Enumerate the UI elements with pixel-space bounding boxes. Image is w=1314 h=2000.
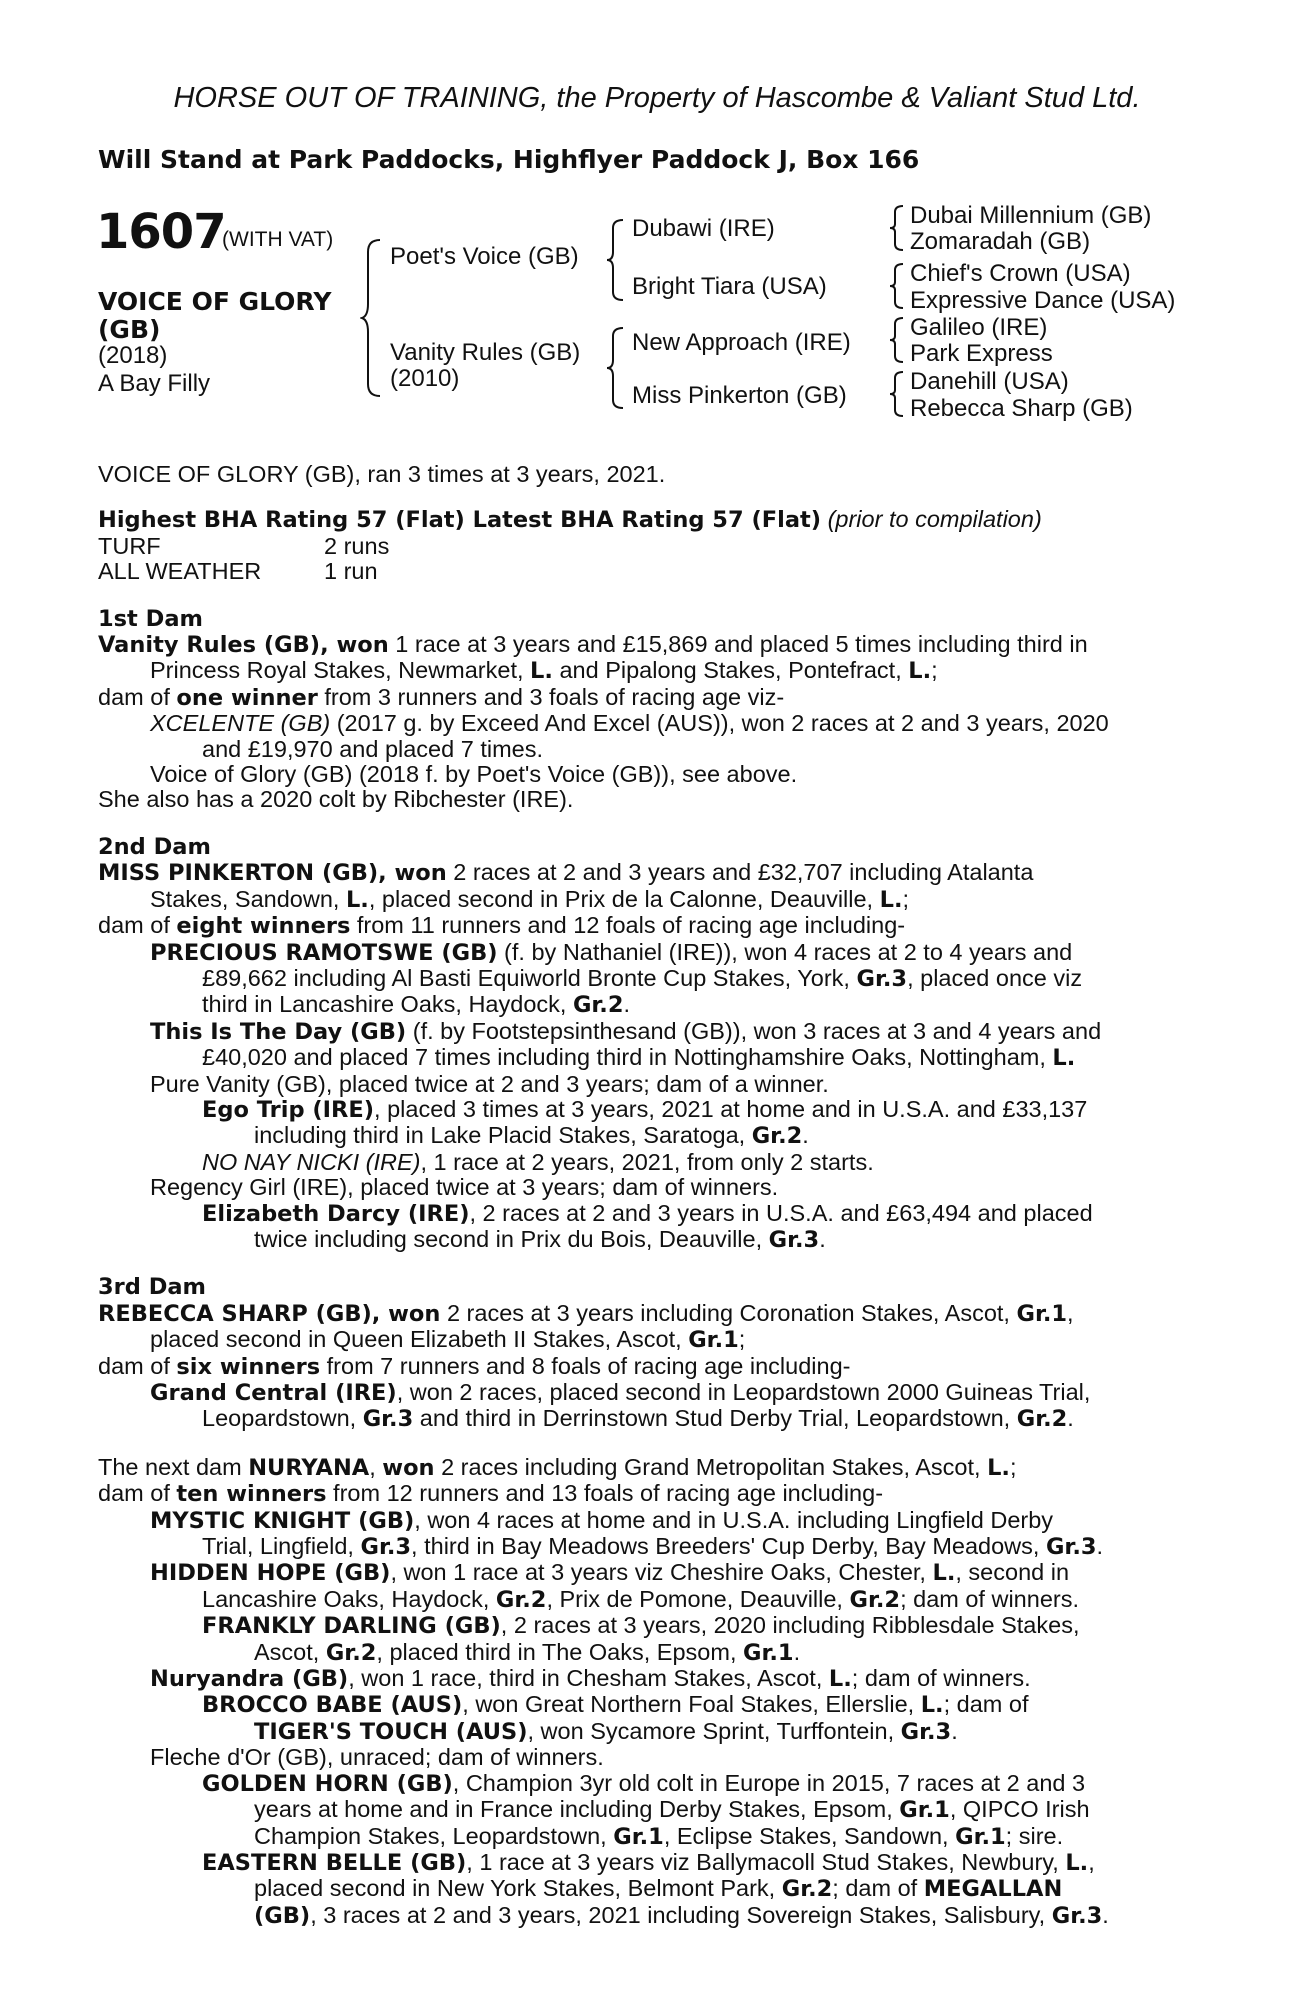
- second-dam-heading: 2nd Dam: [98, 833, 211, 860]
- grade: Gr.1: [1016, 1300, 1068, 1327]
- pedigree-sdd: Expressive Dance (USA): [910, 287, 1176, 314]
- t: .: [951, 1717, 958, 1744]
- pedigree-dam: Vanity Rules (GB): [390, 339, 581, 366]
- grade: Gr.2: [572, 992, 624, 1019]
- pedigree-sire: Poet's Voice (GB): [390, 243, 579, 270]
- offspring-regency-girl: Regency Girl (IRE), placed twice at 3 years; dam of winners.: [150, 1174, 779, 1201]
- offspring-ego-trip: [98, 1097, 1208, 1123]
- offspring-name: HIDDEN HOPE (GB): [150, 1560, 391, 1587]
- offspring-name: EASTERN BELLE (GB): [202, 1849, 467, 1876]
- second-dam-line1: [98, 860, 1208, 886]
- t: .: [819, 1225, 826, 1252]
- offspring-name: Ego Trip (IRE): [202, 1096, 375, 1123]
- t: £89,662 including Al Basti Equiworld Bronte Cup Stakes, York,: [202, 964, 857, 991]
- turf-value: 2 runs: [324, 532, 390, 559]
- t: ;: [738, 1326, 746, 1353]
- offspring-no-nay-nicki: [98, 1150, 1208, 1175]
- offspring-name: Grand Central (IRE): [150, 1380, 397, 1406]
- horse-name-line2: (GB): [98, 315, 161, 344]
- offspring-eastern-belle: [98, 1850, 1208, 1876]
- offspring-precious-ramotswe-2: [98, 966, 1208, 992]
- winners-count: six winners: [176, 1353, 321, 1380]
- t: Princess Royal Stakes, Newmarket,: [150, 657, 531, 684]
- offspring-voice-of-glory: Voice of Glory (GB) (2018 f. by Poet's Voice (GB)), see above.: [150, 761, 798, 788]
- pedigree-ddd: Rebecca Sharp (GB): [910, 395, 1133, 422]
- t: Leopardstown,: [202, 1405, 363, 1432]
- third-dam-name: REBECCA SHARP (GB), won: [98, 1300, 441, 1327]
- t: The next dam: [98, 1453, 249, 1480]
- pedigree-dam-dam: Miss Pinkerton (GB): [632, 382, 847, 409]
- t: ; sire.: [1005, 1822, 1064, 1849]
- rating-text: Highest BHA Rating 57 (Flat) Latest BHA Rating 57 (Flat): [98, 507, 822, 534]
- offspring-name: PRECIOUS RAMOTSWE (GB): [150, 939, 498, 966]
- offspring-xcelente: [98, 711, 1208, 736]
- pedigree-brace-ds: [888, 316, 906, 364]
- t: ; dam of: [943, 1691, 1029, 1718]
- grade: Gr.3: [362, 1406, 414, 1433]
- t: , 3 races at 2 and 3 years, 2021 including Sovereign Stakes, Salisbury,: [310, 1901, 1052, 1928]
- t: from 7 runners and 8 foals of racing age including-: [320, 1352, 851, 1379]
- t: ,: [1067, 1299, 1074, 1326]
- t: dam of: [98, 1480, 177, 1507]
- third-dam-line3: [98, 1354, 1208, 1380]
- offspring-name: Nuryandra (GB): [150, 1666, 349, 1693]
- rating-note: (prior to compilation): [827, 506, 1042, 533]
- t: , QIPCO Irish: [949, 1796, 1090, 1823]
- pedigree-brace-main: [360, 238, 384, 398]
- pedigree-dds: Danehill (USA): [910, 368, 1069, 395]
- grade: Gr.3: [900, 1718, 952, 1745]
- grade: Gr.1: [688, 1327, 739, 1354]
- t: (GB): [254, 1902, 311, 1929]
- turf-label: TURF: [98, 532, 161, 559]
- offspring-precious-ramotswe-3: [98, 992, 1208, 1018]
- second-dam-name: MISS PINKERTON (GB), won: [98, 860, 447, 887]
- t: , Prix de Pomone, Deauville,: [546, 1585, 850, 1612]
- t: dam of: [98, 912, 177, 939]
- t: , 2 races at 2 and 3 years in U.S.A. and £63,494 and placed: [469, 1199, 1093, 1226]
- t: , placed once viz: [907, 964, 1083, 991]
- grade: Gr.1: [613, 1823, 664, 1850]
- t: .: [1102, 1901, 1109, 1928]
- offspring-name: BROCCO BABE (AUS): [202, 1692, 463, 1719]
- t: .: [802, 1122, 809, 1149]
- t: , won Sycamore Sprint, Turffontein,: [527, 1717, 901, 1744]
- grade: L.: [932, 1560, 956, 1587]
- first-dam-heading: 1st Dam: [98, 605, 203, 632]
- offspring-fleche-dor: Fleche d'Or (GB), unraced; dam of winners.: [150, 1744, 604, 1771]
- pedigree-dam-year: (2010): [390, 365, 460, 392]
- pedigree-sss: Dubai Millennium (GB): [910, 202, 1152, 229]
- grade: Gr.2: [781, 1876, 833, 1903]
- winners-count: ten winners: [176, 1481, 327, 1508]
- pedigree-dss: Galileo (IRE): [910, 314, 1048, 341]
- t: 2 races at 2 and 3 years and £32,707 including Atalanta: [446, 859, 1034, 886]
- grade: Gr.2: [495, 1586, 547, 1613]
- offspring-name: FRANKLY DARLING (GB): [202, 1613, 501, 1640]
- grade: Gr.1: [899, 1797, 950, 1824]
- pedigree-dsd: Park Express: [910, 340, 1053, 367]
- t: .: [793, 1638, 801, 1665]
- first-dam-text: 1 race at 3 years and £15,869 and placed 5 times including third in: [388, 631, 1088, 658]
- t: .: [1067, 1405, 1074, 1432]
- t: , placed third in The Oaks, Epsom,: [376, 1638, 744, 1665]
- offspring-elizabeth-darcy-2: [98, 1227, 1208, 1253]
- offspring-precious-ramotswe: [98, 940, 1208, 966]
- t: , won 4 races at home and in U.S.A. including Lingfield Derby: [414, 1506, 1054, 1533]
- offspring-ego-trip-2: [98, 1123, 1208, 1149]
- first-dam-line3: [98, 685, 1208, 711]
- offspring-golden-horn: [98, 1771, 1208, 1797]
- third-dam-line1: [98, 1301, 1208, 1327]
- offspring-grand-central-2: [98, 1406, 1208, 1432]
- t: , Champion 3yr old colt in Europe in 2015, 7 races at 2 and 3: [452, 1769, 1086, 1796]
- t: 2 races including Grand Metropolitan Stakes, Ascot,: [434, 1453, 988, 1480]
- t: , 1 race at 2 years, 2021, from only 2 starts.: [420, 1148, 874, 1175]
- pedigree-ssd: Zomaradah (GB): [910, 228, 1091, 255]
- grade: L.: [1065, 1849, 1089, 1876]
- lot-number: 1607: [96, 204, 226, 260]
- offspring-golden-horn-3: [98, 1824, 1208, 1850]
- grade: Gr.2: [751, 1123, 803, 1150]
- grade: L.: [879, 886, 903, 913]
- t: , placed second in Prix de la Calonne, Deauville,: [368, 885, 880, 912]
- t: ;: [931, 657, 938, 684]
- t: , placed 3 times at 3 years, 2021 at home and in U.S.A. and £33,137: [374, 1095, 1088, 1122]
- offspring-name: XCELENTE (GB): [150, 710, 331, 737]
- offspring-hidden-hope-2: [98, 1587, 1208, 1613]
- offspring-this-is-the-day-2: [98, 1045, 1208, 1071]
- all-weather-row: [98, 559, 1208, 584]
- t: Trial, Lingfield,: [202, 1533, 361, 1560]
- first-dam-name: Vanity Rules (GB), won: [98, 632, 389, 659]
- third-dam-heading: 3rd Dam: [98, 1274, 206, 1301]
- next-dam-name: NURYANA: [248, 1454, 370, 1481]
- offspring-name: This Is The Day (GB): [150, 1018, 407, 1045]
- winners-count: eight winners: [176, 913, 351, 940]
- offspring-this-is-the-day: [98, 1019, 1208, 1045]
- t: (f. by Nathaniel (IRE)), won 4 races at 2 to 4 years and: [497, 938, 1073, 965]
- t: Champion Stakes, Leopardstown,: [254, 1822, 614, 1849]
- t: ; dam of winners.: [851, 1665, 1031, 1692]
- t: dam of: [98, 1352, 177, 1379]
- t: , 1 race at 3 years viz Ballymacoll Stud Stakes, Newbury,: [466, 1848, 1066, 1875]
- third-dam-line2: [98, 1327, 1208, 1353]
- offspring-name: GOLDEN HORN (GB): [202, 1770, 453, 1797]
- offspring-frankly-darling-2: [98, 1640, 1208, 1666]
- pedigree-dam-sire: New Approach (IRE): [632, 329, 851, 356]
- pedigree-brace-dd: [888, 370, 906, 418]
- offspring-brocco-babe: [98, 1692, 1208, 1718]
- t: dam of: [98, 683, 177, 710]
- t: 2 races at 3 years including Coronation Stakes, Ascot,: [440, 1299, 1017, 1326]
- t: (f. by Footstepsinthesand (GB)), won 3 races at 3 and 4 years and: [406, 1017, 1102, 1044]
- offspring-name: TIGER'S TOUCH (AUS): [254, 1718, 528, 1745]
- t: ,: [1088, 1848, 1095, 1875]
- offspring-hidden-hope: [98, 1560, 1208, 1586]
- second-dam-line3: [98, 913, 1208, 939]
- pedigree-brace-ss: [888, 204, 906, 252]
- t: £40,020 and placed 7 times including third in Nottinghamshire Oaks, Nottingham,: [202, 1044, 1053, 1071]
- winners-count: one winner: [176, 684, 318, 711]
- t: third in Lancashire Oaks, Haydock,: [202, 991, 573, 1018]
- t: years at home and in France including Derby Stakes, Epsom,: [254, 1796, 900, 1823]
- grade: Gr.3: [360, 1534, 412, 1561]
- grade: Gr.1: [955, 1823, 1006, 1850]
- race-summary: VOICE OF GLORY (GB), ran 3 times at 3 years, 2021.: [98, 461, 666, 487]
- horse-name: [98, 288, 331, 344]
- vat-note: (WITH VAT): [222, 228, 334, 251]
- offspring-tigers-touch: [98, 1719, 1208, 1745]
- first-dam-line2: [98, 658, 1208, 684]
- turf-row: [98, 534, 1208, 559]
- t: and Pipalong Stakes, Pontefract,: [552, 657, 909, 684]
- grade: L.: [920, 1692, 944, 1719]
- t: , won 2 races, placed second in Leopardstown 2000 Guineas Trial,: [396, 1379, 1091, 1405]
- grade: L.: [1052, 1045, 1076, 1072]
- grade: Gr.3: [768, 1226, 820, 1253]
- horse-description: A Bay Filly: [98, 370, 211, 397]
- grade: Gr.2: [1016, 1406, 1068, 1433]
- offspring-name: NO NAY NICKI (IRE): [202, 1148, 421, 1175]
- t: , second in: [955, 1559, 1070, 1586]
- horse-name-line1: VOICE OF GLORY: [98, 287, 332, 316]
- t: ;: [1009, 1453, 1017, 1480]
- t: Lancashire Oaks, Haydock,: [202, 1585, 496, 1612]
- horse-year: (2018): [98, 342, 168, 369]
- t: twice including second in Prix du Bois, Deauville,: [254, 1225, 769, 1252]
- t: placed second in New York Stakes, Belmont Park,: [254, 1875, 782, 1902]
- t: from 12 runners and 13 foals of racing age including-: [326, 1480, 884, 1507]
- grade: L.: [828, 1666, 852, 1693]
- offspring-mystic-knight-2: [98, 1534, 1208, 1560]
- t: ; dam of: [832, 1875, 924, 1902]
- pedigree-brace-sd: [888, 262, 906, 310]
- offspring-xcelente-cont: and £19,970 and placed 7 times.: [202, 735, 544, 762]
- offspring-eastern-belle-3: [98, 1903, 1208, 1929]
- grade: L.: [530, 658, 553, 685]
- t: , won 1 race at 3 years viz Cheshire Oaks, Chester,: [390, 1559, 933, 1586]
- t: , Eclipse Stakes, Sandown,: [663, 1822, 956, 1849]
- offspring-frankly-darling: [98, 1613, 1208, 1639]
- stand-location: Will Stand at Park Paddocks, Highflyer Paddock J, Box 166: [98, 145, 920, 174]
- aw-label: ALL WEATHER: [98, 558, 262, 585]
- pedigree-brace-dam: [605, 326, 627, 410]
- offspring-elizabeth-darcy: [98, 1201, 1208, 1227]
- grade: Gr.3: [1051, 1902, 1103, 1929]
- offspring-eastern-belle-2: [98, 1876, 1208, 1902]
- rating-headline: [98, 507, 1208, 533]
- t: , won Great Northern Foal Stakes, Ellerslie,: [462, 1691, 921, 1718]
- pedigree-sds: Chief's Crown (USA): [910, 260, 1131, 287]
- t: and third in Derrinstown Stud Derby Trial, Leopardstown,: [413, 1405, 1017, 1432]
- pedigree-sire-sire: Dubawi (IRE): [632, 215, 775, 242]
- next-dam-line2: [98, 1481, 1208, 1507]
- t: ,: [369, 1453, 383, 1480]
- grade: L.: [345, 886, 369, 913]
- offspring-nuryandra: [98, 1666, 1208, 1692]
- t: , third in Bay Meadows Breeders' Cup Derby, Bay Meadows,: [411, 1533, 1046, 1560]
- t: , won 1 race, third in Chesham Stakes, Ascot,: [348, 1665, 829, 1692]
- t: including third in Lake Placid Stakes, Saratoga,: [254, 1122, 752, 1149]
- t: Stakes, Sandown,: [150, 885, 346, 912]
- t: ;: [902, 885, 910, 912]
- t: from 11 runners and 12 foals of racing age including-: [350, 912, 906, 939]
- grade: L.: [987, 1454, 1010, 1481]
- t: .: [1096, 1533, 1104, 1560]
- t: from 3 runners and 3 foals of racing age viz-: [317, 683, 785, 710]
- aw-value: 1 run: [324, 558, 378, 585]
- t: (2017 g. by Exceed And Excel (AUS)), won 2 races at 2 and 3 years, 2020: [330, 710, 1109, 737]
- pedigree-brace-sire: [605, 218, 627, 302]
- first-dam-note: She also has a 2020 colt by Ribchester (IRE).: [98, 786, 574, 813]
- offspring-mystic-knight: [98, 1508, 1208, 1534]
- t: .: [623, 991, 631, 1018]
- page-title: HORSE OUT OF TRAINING, the Property of Hascombe & Valiant Stud Ltd.: [173, 82, 1141, 114]
- offspring-name: MYSTIC KNIGHT (GB): [150, 1507, 415, 1534]
- t: , 2 races at 3 years, 2020 including Ribblesdale Stakes,: [500, 1612, 1080, 1639]
- offspring-name: MEGALLAN: [923, 1876, 1063, 1903]
- grade: Gr.1: [743, 1639, 794, 1666]
- second-dam-line2: [98, 887, 1208, 913]
- pedigree-sire-dam: Bright Tiara (USA): [632, 273, 827, 300]
- offspring-name: Elizabeth Darcy (IRE): [202, 1200, 470, 1227]
- t: placed second in Queen Elizabeth II Stakes, Ascot,: [150, 1326, 689, 1353]
- first-dam-line1: [98, 632, 1208, 658]
- grade: Gr.2: [325, 1639, 377, 1666]
- offspring-pure-vanity: Pure Vanity (GB), placed twice at 2 and 3 years; dam of a winner.: [150, 1070, 829, 1097]
- grade: L.: [908, 658, 932, 685]
- catalogue-body: [98, 462, 1208, 1929]
- grade: Gr.3: [1045, 1534, 1097, 1561]
- offspring-golden-horn-2: [98, 1797, 1208, 1823]
- t: won: [382, 1454, 435, 1481]
- t: ; dam of winners.: [900, 1585, 1079, 1612]
- grade: Gr.2: [849, 1586, 901, 1613]
- grade: Gr.3: [856, 965, 908, 992]
- t: Ascot,: [254, 1638, 326, 1665]
- next-dam-line1: [98, 1455, 1208, 1481]
- offspring-grand-central: [98, 1380, 1208, 1406]
